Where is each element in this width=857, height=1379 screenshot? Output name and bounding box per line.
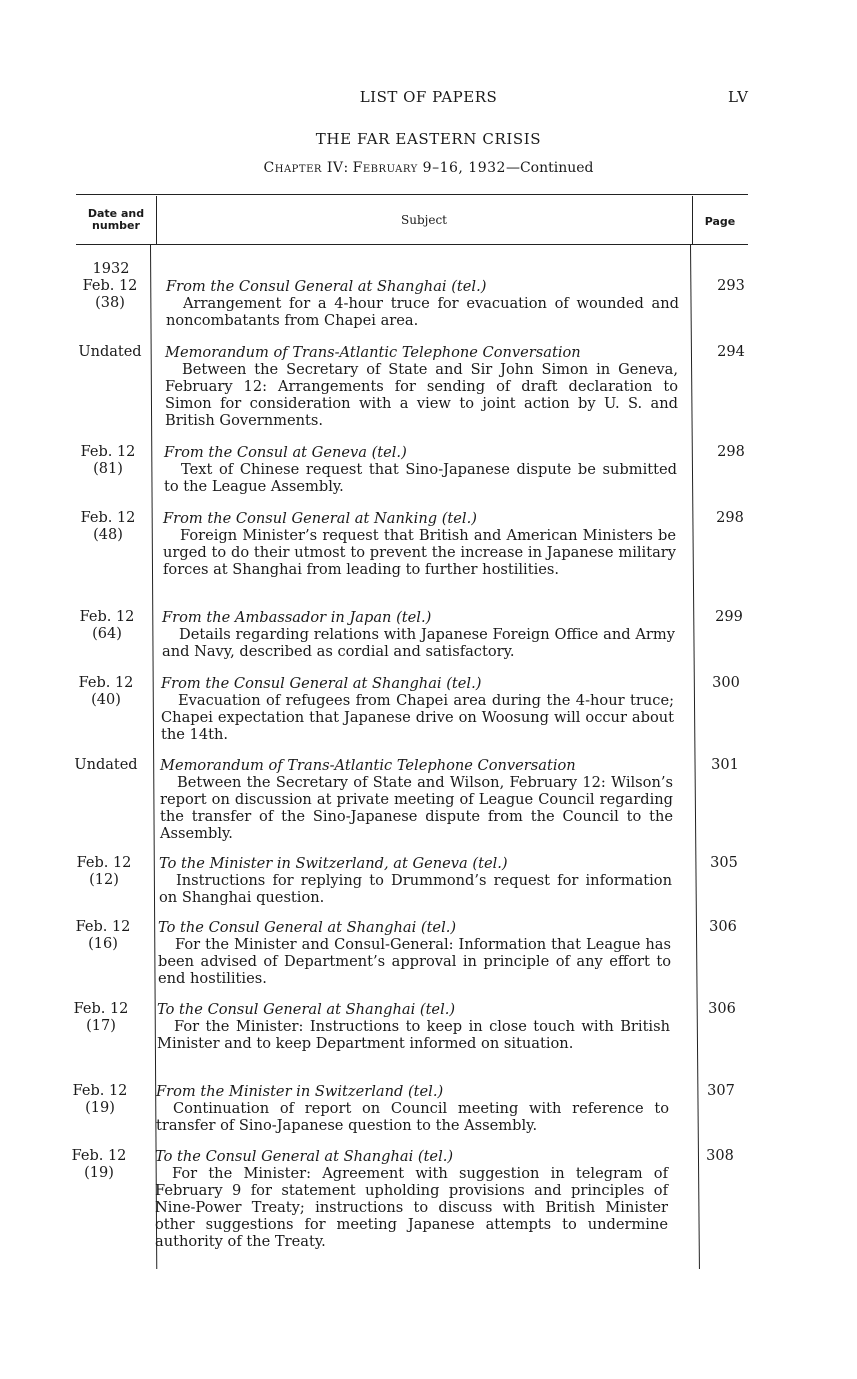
entry-summary: For the Minister: Agreement with suggestion in telegram of February 9 for statement upholding provisions and principles of Nine-Power Treaty; instructions to discuss with British Minister other suggestions for meeting Japanese attempts to undermine authority of the Treaty. [155, 1165, 668, 1250]
chapter-label: Chapter IV [263, 160, 344, 176]
entry-page: 298 [717, 444, 745, 460]
entry-page: 308 [706, 1148, 734, 1164]
entry-summary: Text of Chinese request that Sino-Japanese dispute be submitted to the League Assembly. [164, 461, 677, 495]
entry-sender: From the Ambassador in Japan (tel.) [162, 609, 432, 626]
entry-subject [162, 609, 675, 660]
entry-date [66, 675, 146, 709]
column-header-page: Page [704, 215, 736, 228]
entry-subject [156, 1083, 669, 1134]
entry-summary: Details regarding relations with Japanese Foreign Office and Army and Navy, described as cordial and satisfactory. [162, 626, 675, 660]
entry-number: (12) [89, 872, 119, 888]
column-header-date-line1: Date and [87, 207, 145, 220]
entry-date-text: Feb. 12 [75, 919, 131, 935]
entry-subject [159, 855, 672, 906]
entry-sender: From the Consul General at Nanking (tel.) [163, 510, 477, 527]
entry-page: 301 [711, 757, 739, 773]
entry-date [63, 919, 143, 953]
entry-summary: For the Minister: Instructions to keep in close touch with British Minister and to keep Department informed on situation. [157, 1018, 670, 1052]
entry-date [70, 344, 150, 361]
entry-number: (17) [86, 1018, 116, 1034]
entry-subject [160, 757, 673, 842]
chapter-title [0, 160, 857, 176]
column-header-date-line2: number [92, 219, 140, 232]
entry-page: 294 [717, 344, 745, 360]
entry-date-text: Feb. 12 [71, 1148, 127, 1164]
entry-date [59, 1148, 139, 1182]
entry-date-text: Feb. 12 [76, 855, 132, 871]
entry-sender: To the Minister in Switzerland, at Geneva (tel.) [159, 855, 508, 872]
entry-sender: From the Minister in Switzerland (tel.) [156, 1083, 444, 1100]
entry-sender: Memorandum of Trans-Atlantic Telephone Conversation [165, 344, 581, 361]
entry-date-text: Feb. 12 [72, 1083, 128, 1099]
entry-page: 293 [717, 278, 745, 294]
table-header-rule [76, 244, 748, 245]
entry-sender: From the Consul at Geneva (tel.) [164, 444, 407, 461]
entry-number: (16) [88, 936, 118, 952]
entry-date-text: Feb. 12 [73, 1001, 129, 1017]
entry-summary: Evacuation of refugees from Chapei area during the 4-hour truce; Chapei expectation that Japanese drive on Woosung will occur about the 14th. [161, 692, 674, 743]
entry-page: 306 [709, 919, 737, 935]
entry-sender: To the Consul General at Shanghai (tel.) [157, 1001, 456, 1018]
entry-number: (64) [92, 626, 122, 642]
column-header-date [76, 208, 156, 232]
entry-sender: To the Consul General at Shanghai (tel.) [155, 1148, 454, 1165]
entry-page: 300 [712, 675, 740, 691]
entry-page: 307 [707, 1083, 735, 1099]
entry-date [60, 1083, 140, 1117]
entry-sender: Memorandum of Trans-Atlantic Telephone Conversation [160, 757, 576, 774]
entry-sender: To the Consul General at Shanghai (tel.) [158, 919, 457, 936]
entry-date [61, 1001, 141, 1035]
column-divider-right-body [690, 244, 700, 1269]
entry-number: (38) [95, 295, 125, 311]
chapter-dates: February 9–16, 1932 [352, 160, 506, 176]
entry-date-text: Undated [74, 757, 138, 773]
entry-number: (19) [85, 1100, 115, 1116]
entry-date-text: Feb. 12 [80, 444, 136, 460]
entry-subject [161, 675, 674, 743]
entry-subject [158, 919, 671, 987]
entry-summary: Between the Secretary of State and Wilson, February 12: Wilson’s report on discussion at private meeting of League Council regarding the transfer of the Sino-Japanese dispute from the Council to the Assembly. [160, 774, 673, 842]
section-title: THE FAR EASTERN CRISIS [315, 130, 542, 148]
entry-page: 298 [716, 510, 744, 526]
entry-number: (48) [93, 527, 123, 543]
entry-date [64, 855, 144, 889]
entry-page: 299 [715, 609, 743, 625]
page-number: LV [727, 88, 749, 106]
entry-summary: Arrangement for a 4-hour truce for evacuation of wounded and noncombatants from Chapei area. [166, 295, 679, 329]
chapter-colon: : [343, 160, 353, 176]
entry-subject [163, 510, 676, 578]
entry-summary: Instructions for replying to Drummond’s request for information on Shanghai question. [159, 872, 672, 906]
page-header [0, 88, 857, 110]
entry-number: (40) [91, 692, 121, 708]
entry-summary: Foreign Minister’s request that British and American Ministers be urged to do their utmost to prevent the increase in Japanese military forces at Shanghai from leading to further hostilities. [163, 527, 676, 578]
entry-date-text: Feb. 12 [82, 278, 138, 294]
entry-subject [157, 1001, 670, 1052]
entry-subject [166, 278, 679, 329]
entry-date-text: Feb. 12 [79, 609, 135, 625]
entry-summary: For the Minister and Consul-General: Information that League has been advised of Department’s approval in principle of any effort to end hostilities. [158, 936, 671, 987]
chapter-continued: —Continued [505, 160, 594, 176]
entry-page: 305 [710, 855, 738, 871]
entry-number: (81) [93, 461, 123, 477]
entry-subject [165, 344, 678, 429]
entry-summary: Continuation of report on Council meeting with reference to transfer of Sino-Japanese question to the Assembly. [156, 1100, 669, 1134]
table-top-rule [76, 194, 748, 195]
entry-subject [164, 444, 677, 495]
entry-date [66, 757, 146, 774]
entry-sender: From the Consul General at Shanghai (tel.) [161, 675, 482, 692]
entry-subject [155, 1148, 668, 1250]
entry-date-text: Undated [78, 344, 142, 360]
entry-number: (19) [84, 1165, 114, 1181]
entry-date [68, 444, 148, 478]
entry-sender: From the Consul General at Shanghai (tel.) [166, 278, 487, 295]
entry-summary: Between the Secretary of State and Sir John Simon in Geneva, February 12: Arrangements for sending of draft declaration to Simon for consideration with a view to joint action by U. S. and British Governments. [165, 361, 678, 429]
year-label: 1932 [92, 261, 130, 277]
entry-date [67, 609, 147, 643]
running-title: LIST OF PAPERS [359, 88, 498, 106]
entry-date-text: Feb. 12 [78, 675, 134, 691]
entry-date-text: Feb. 12 [80, 510, 136, 526]
column-header-subject: Subject [401, 213, 447, 227]
entry-date [70, 278, 150, 312]
entry-page: 306 [708, 1001, 736, 1017]
entry-date [68, 510, 148, 544]
